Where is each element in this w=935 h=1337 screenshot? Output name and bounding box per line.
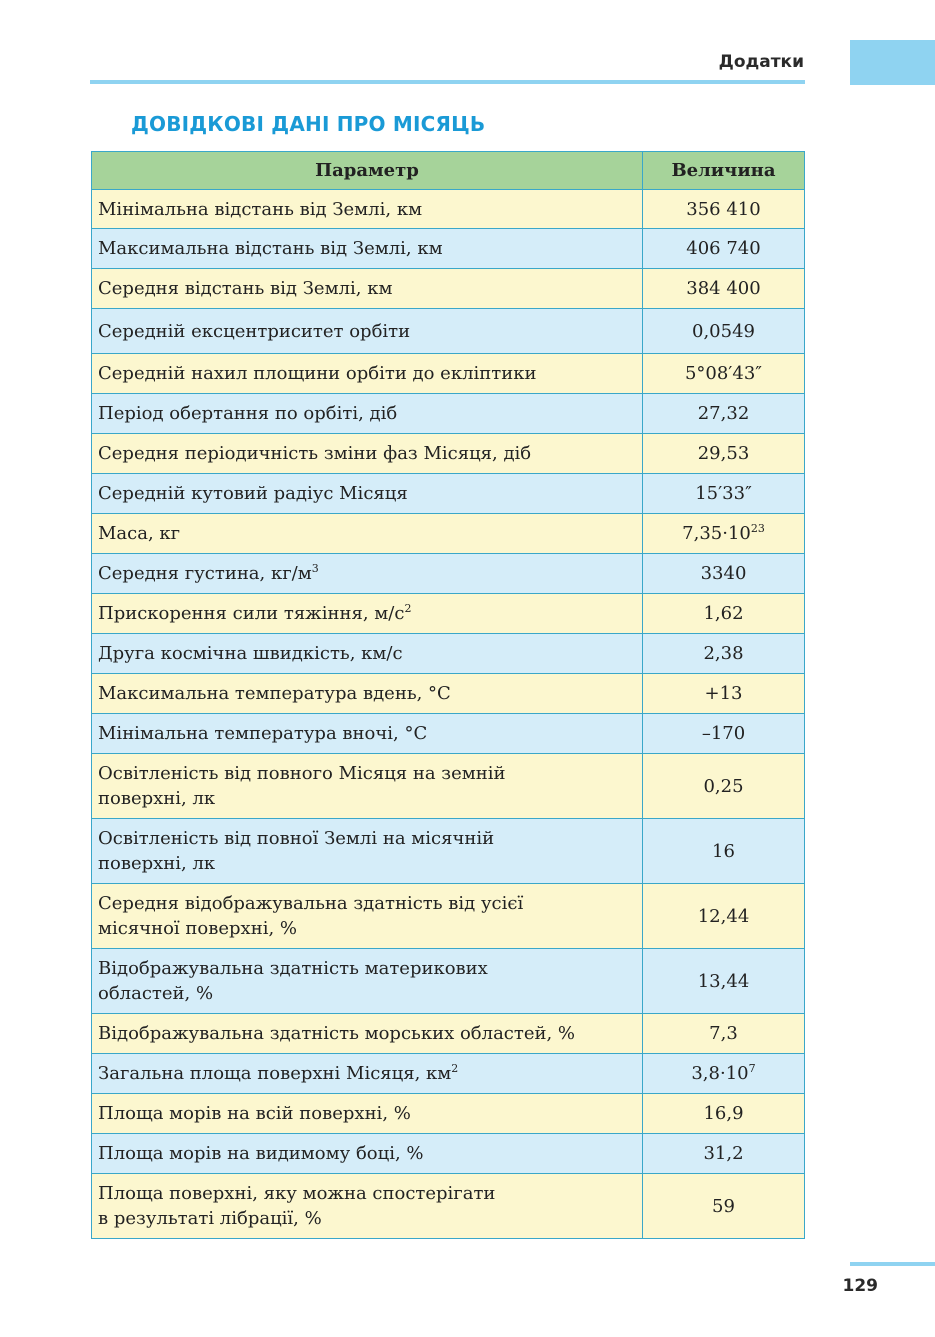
value-text: 15′33″ — [695, 483, 752, 504]
value-text: 7,35·10 — [682, 523, 751, 544]
section-label: Додатки — [718, 52, 804, 72]
corner-tab — [850, 40, 935, 85]
table-row — [92, 269, 805, 309]
parameter-text: Максимальна відстань від Землі, км — [98, 238, 443, 259]
value-text: 27,32 — [697, 403, 750, 424]
column-header-value: Величина — [643, 152, 805, 190]
value-cell — [643, 514, 805, 554]
parameter-text: Мінімальна температура вночі, °С — [98, 723, 428, 744]
value-cell — [643, 269, 805, 309]
value-cell — [643, 949, 805, 1014]
table-row — [92, 714, 805, 754]
value-cell — [643, 714, 805, 754]
parameter-superscript: 2 — [404, 602, 412, 615]
value-cell — [643, 1014, 805, 1054]
parameter-text: Площа морів на всій поверхні, % — [98, 1103, 411, 1124]
parameter-text: Відображувальна здатність морських областей, % — [98, 1023, 576, 1044]
value-cell — [643, 1054, 805, 1094]
value-text: 0,25 — [703, 775, 744, 797]
value-cell — [643, 229, 805, 269]
value-text: +13 — [704, 683, 743, 704]
parameter-cell — [92, 269, 643, 309]
table-row — [92, 754, 805, 819]
value-text: 12,44 — [697, 905, 750, 927]
value-text: 5°08′43″ — [684, 363, 763, 384]
parameter-cell — [92, 594, 643, 634]
parameter-text-line1: Площа поверхні, яку можна спостерігати — [98, 1183, 496, 1204]
parameter-cell — [92, 190, 643, 229]
table-row — [92, 514, 805, 554]
table-row — [92, 309, 805, 354]
value-text: 31,2 — [703, 1143, 744, 1164]
table-row — [92, 434, 805, 474]
value-cell — [643, 354, 805, 394]
value-cell — [643, 474, 805, 514]
parameter-text-line2: поверхні, лк — [98, 788, 216, 809]
parameter-text-line1: Відображувальна здатність материкових — [98, 958, 488, 979]
parameter-cell — [92, 634, 643, 674]
parameter-text: Максимальна температура вдень, °С — [98, 683, 451, 704]
value-cell — [643, 1174, 805, 1239]
value-cell — [643, 754, 805, 819]
value-text: 3340 — [700, 563, 747, 584]
table-row — [92, 354, 805, 394]
value-cell — [643, 394, 805, 434]
value-cell — [643, 190, 805, 229]
table-row — [92, 949, 805, 1014]
value-text: 59 — [712, 1195, 735, 1217]
value-cell — [643, 434, 805, 474]
parameter-cell — [92, 514, 643, 554]
column-header-parameter: Параметр — [92, 152, 643, 190]
table-row — [92, 190, 805, 229]
table-row — [92, 884, 805, 949]
parameter-text: Середній нахил площини орбіти до екліптики — [98, 363, 537, 384]
parameter-text: Середній кутовий радіус Місяця — [98, 483, 408, 504]
value-text: 356 410 — [686, 198, 761, 220]
value-cell — [643, 634, 805, 674]
table-body — [92, 190, 805, 1239]
parameter-cell — [92, 674, 643, 714]
parameter-text-line1: Освітленість від повного Місяця на земній — [98, 763, 506, 784]
parameter-text: Прискорення сили тяжіння, м/с — [98, 603, 405, 624]
parameter-cell — [92, 949, 643, 1014]
table-row — [92, 1134, 805, 1174]
footer-rule — [850, 1262, 935, 1266]
parameter-cell — [92, 714, 643, 754]
parameter-cell — [92, 1094, 643, 1134]
parameter-text: Середня періодичність зміни фаз Місяця, діб — [98, 443, 532, 464]
value-cell — [643, 554, 805, 594]
table-row — [92, 1014, 805, 1054]
value-cell — [643, 884, 805, 949]
value-text: 2,38 — [703, 643, 744, 664]
parameter-text-line1: Середня відображувальна здатність від усієї — [98, 893, 524, 914]
value-superscript: 23 — [750, 522, 765, 535]
header-rule — [90, 80, 805, 84]
table-row — [92, 474, 805, 514]
parameter-text: Маса, кг — [98, 523, 181, 544]
parameter-text-line2: областей, % — [98, 983, 214, 1004]
value-text: 384 400 — [686, 278, 761, 299]
parameter-cell — [92, 394, 643, 434]
parameter-text: Друга космічна швидкість, км/с — [98, 643, 403, 664]
parameter-text: Період обертання по орбіті, діб — [98, 403, 398, 424]
parameter-text-line2: в результаті лібрації, % — [98, 1208, 322, 1229]
parameter-cell — [92, 884, 643, 949]
value-text: –170 — [701, 723, 746, 744]
value-text: 16 — [712, 840, 735, 862]
parameter-cell — [92, 1014, 643, 1054]
value-text: 406 740 — [686, 238, 761, 259]
parameter-text: Середній ексцентриситет орбіти — [98, 320, 411, 342]
parameter-cell — [92, 554, 643, 594]
parameter-cell — [92, 434, 643, 474]
value-cell — [643, 819, 805, 884]
table-row — [92, 594, 805, 634]
value-text: 0,0549 — [692, 320, 755, 342]
value-text: 3,8·10 — [691, 1063, 749, 1084]
table-row — [92, 819, 805, 884]
parameter-cell — [92, 474, 643, 514]
parameter-cell — [92, 309, 643, 354]
value-cell — [643, 1134, 805, 1174]
value-text: 29,53 — [697, 443, 750, 464]
parameter-text-line1: Освітленість від повної Землі на місячній — [98, 828, 495, 849]
value-cell — [643, 674, 805, 714]
parameter-text-line2: місячної поверхні, % — [98, 918, 298, 939]
value-text: 1,62 — [703, 603, 744, 624]
table-row — [92, 674, 805, 714]
parameter-cell — [92, 1174, 643, 1239]
value-text: 7,3 — [709, 1023, 738, 1044]
table-row — [92, 634, 805, 674]
value-superscript: 7 — [748, 1062, 756, 1075]
parameter-cell — [92, 1054, 643, 1094]
parameter-cell — [92, 754, 643, 819]
moon-data-table — [91, 151, 805, 1239]
parameter-text-line2: поверхні, лк — [98, 853, 216, 874]
parameter-text: Мінімальна відстань від Землі, км — [98, 198, 423, 220]
parameter-cell — [92, 1134, 643, 1174]
parameter-cell — [92, 354, 643, 394]
page-number: 129 — [842, 1276, 878, 1296]
table-row — [92, 229, 805, 269]
parameter-cell — [92, 229, 643, 269]
table-header-row — [92, 152, 805, 190]
value-cell — [643, 1094, 805, 1134]
parameter-text: Загальна площа поверхні Місяця, км — [98, 1063, 452, 1084]
table-row — [92, 554, 805, 594]
parameter-superscript: 3 — [311, 562, 319, 575]
value-text: 13,44 — [697, 970, 750, 992]
table-row — [92, 394, 805, 434]
value-cell — [643, 594, 805, 634]
page-title: ДОВІДКОВІ ДАНІ ПРО МІСЯЦЬ — [131, 112, 486, 136]
parameter-text: Середня густина, кг/м — [98, 563, 312, 584]
parameter-text: Середня відстань від Землі, км — [98, 278, 393, 299]
table-row — [92, 1174, 805, 1239]
value-cell — [643, 309, 805, 354]
table-row — [92, 1054, 805, 1094]
parameter-superscript: 2 — [451, 1062, 459, 1075]
table-row — [92, 1094, 805, 1134]
value-text: 16,9 — [703, 1103, 744, 1124]
parameter-text: Площа морів на видимому боці, % — [98, 1143, 424, 1164]
parameter-cell — [92, 819, 643, 884]
